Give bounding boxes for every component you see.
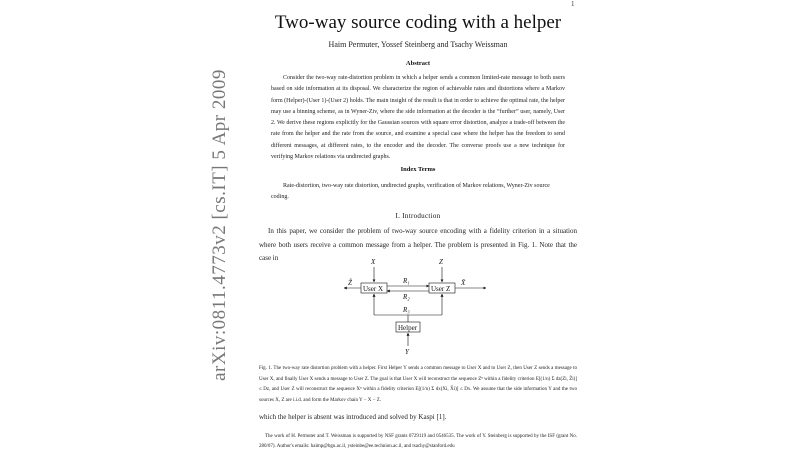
page-number: 1 bbox=[571, 0, 575, 8]
y-input-label: Y bbox=[405, 348, 409, 356]
continuation-paragraph: which the helper is absent was introduced and solved by Kaspi [1]. bbox=[259, 413, 447, 421]
user-z-label: User Z bbox=[431, 285, 451, 293]
abstract-heading: Abstract bbox=[405, 60, 431, 67]
z-hat-label: Ẑ bbox=[348, 279, 352, 287]
x-input-label: X bbox=[371, 258, 376, 266]
author-list: Haim Permuter, Yossef Steinberg and Tsachy Weissman bbox=[328, 40, 508, 49]
z-input-label: Z bbox=[439, 258, 443, 266]
r1-label: R₁ bbox=[403, 277, 410, 285]
footnote: The work of H. Permuter and T. Weissman is supported by NSF grants 0729119 and 0546535. The work of Y. Steinberg is supported by the ISF (grant No. 280/07). Author's emails: haimp@bgu.ac.il, ysteinbe@ee.technion.ac.il, and tsachy@stanford.edu bbox=[259, 434, 577, 449]
paper-title: Two-way source coding with a helper bbox=[274, 12, 562, 33]
x-hat-label: X̂ bbox=[461, 279, 466, 287]
helper-label: Helper bbox=[398, 324, 418, 332]
figure-caption: Fig. 1. The two-way rate distortion problem with a helper. First Helper Y sends a common message to User X and to User Z, then User Z sends a message to User X, and finally User X sends a message to User Z. The goal is that User X will reconstruct the sequence Zⁿ within a fidelity criterion E[(1/n) Σ dz(Zi, Ẑi)] ≤ Dz, and User Z will reconstruct the sequence Xⁿ within a fidelity criterion E[(1/n) Σ dx(Xi, X̂i)] ≤ Dx. We assume that the side information Y and the two sources X, Z are i.i.d. and form the Markov chain Y − X − Z. bbox=[259, 366, 577, 403]
abstract-text: Consider the two-way rate-distortion problem in which a helper sends a common limited-rate message to both users based on side information at its disposal. We characterize the region of achievable rates and distortions where a Markov form (Helper)-(User 1)-(User 2) holds. The main insight of the result is that in order to achieve the optimal rate, the helper may use a binning scheme, as in Wyner-Ziv, where the side information at the decoder is the “further” user, namely, User 2. We derive these regions explicitly for the Gaussian sources with square error distortion, analyze a trade-off between the rate from the helper and the rate from the source, and examine a special case where the helper has the freedom to send different messages, at different rates, to the encoder and the decoder. The converse proofs use a new technique for verifying Markov relations via undirected graphs. bbox=[271, 75, 565, 161]
figure-1-diagram bbox=[336, 254, 498, 358]
index-terms-text: Rate-distortion, two-way rate distortion, undirected graphs, verification of Markov relations, Wyner-Ziv source coding. bbox=[271, 183, 550, 201]
arxiv-identifier: arXiv:0811.4773v2 [cs.IT] 5 Apr 2009 bbox=[209, 69, 230, 381]
r3-label: R₃ bbox=[403, 306, 410, 314]
intro-paragraph: In this paper, we consider the problem of two-way source encoding with a fidelity criterion in a situation where both users receive a common message from a helper. The problem is presented in Fig. 1. Note that the case in bbox=[259, 227, 577, 262]
r2-label: R₂ bbox=[403, 293, 410, 301]
section-heading: I. Introduction bbox=[395, 212, 441, 220]
user-x-label: User X bbox=[363, 285, 384, 293]
index-terms-heading: Index Terms bbox=[400, 166, 436, 173]
